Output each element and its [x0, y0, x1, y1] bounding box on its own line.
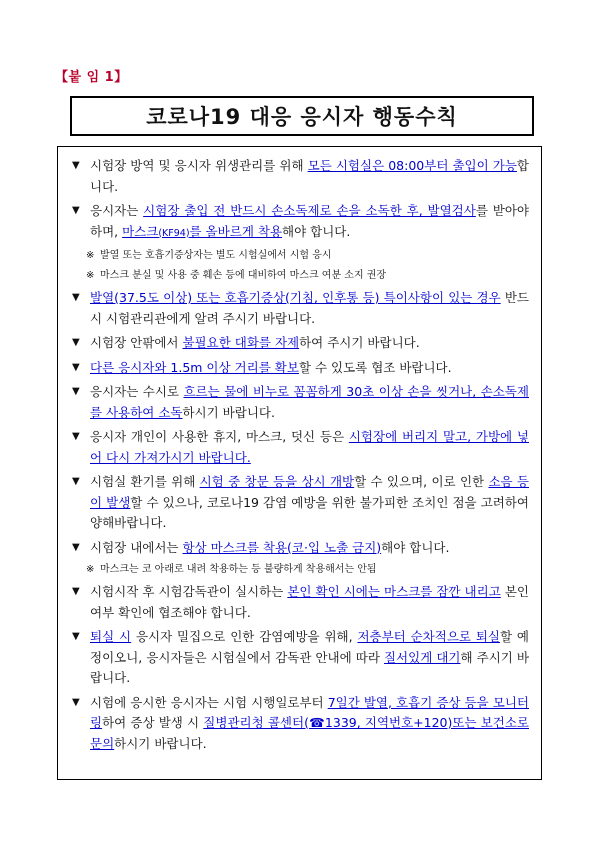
text-segment: 응시자는 수시로 — [90, 384, 184, 399]
rule-item — [66, 156, 529, 197]
emphasis-text: 항상 마스크를 착용(코·입 노출 금지) — [182, 539, 382, 555]
rule-item — [66, 472, 529, 534]
rule-text — [90, 582, 529, 623]
text-segment: 시험장 안팎에서 — [90, 335, 183, 350]
rule-item — [66, 582, 529, 623]
rule-text — [90, 156, 529, 197]
text-segment: 시험장 내에서는 — [90, 539, 183, 555]
text-segment: 를 받아야 하며, — [90, 203, 530, 239]
bullet-triangle-icon: ▼ — [72, 160, 80, 171]
rule-item — [66, 693, 529, 755]
text-segment: 시험장 방역 및 응시자 위생관리를 위해 — [90, 158, 308, 173]
text-segment: 반드시 시험관리관에게 알려 주시기 바랍니다. — [90, 290, 529, 326]
emphasis-text: 발열(37.5도 이상) 또는 호흡기증상(기침, 인후통 등) 특이사항이 있는 경우 — [90, 290, 501, 305]
rule-text — [90, 627, 529, 689]
rule-note — [66, 267, 529, 284]
text-segment: 마스크 분실 및 사용 중 훼손 등에 대비하여 마스크 여분 소지 권장 — [100, 270, 387, 281]
emphasis-text: 퇴실 시 — [90, 629, 132, 644]
bullet-triangle-icon: ▼ — [72, 292, 80, 303]
note-text — [100, 267, 386, 284]
rule-item — [66, 333, 529, 354]
rule-text — [90, 333, 529, 354]
page-title: 코로나19 대응 응시자 행동수칙 — [146, 105, 458, 129]
emphasis-text: 질병관리청 콜센터(☎1339, 지역번호+120)또는 보건소로 문의 — [90, 715, 529, 751]
bullet-triangle-icon: ▼ — [72, 431, 80, 442]
text-segment: 하시기 바랍니다. — [182, 404, 275, 420]
emphasis-text: 질서있게 대기 — [383, 649, 461, 665]
bullet-triangle-icon: ▼ — [72, 361, 80, 373]
rule-item — [66, 358, 529, 379]
text-segment: 시험시작 후 시험감독관이 실시하는 — [90, 584, 288, 599]
text-segment: 합니다. — [90, 158, 529, 194]
emphasis-text: 본인 확인 시에는 마스크를 잠깐 내리고 — [287, 584, 501, 599]
emphasis-text: 마스크 — [122, 223, 159, 239]
note-text — [100, 561, 377, 578]
emphasis-text: 소음 등이 발생 — [90, 474, 529, 510]
rule-item — [66, 201, 529, 244]
bullet-triangle-icon: ▼ — [72, 205, 80, 216]
emphasis-text: 저층부터 순차적으로 퇴실 — [357, 629, 500, 644]
emphasis-text: 시험 중 창문 등을 상시 개방 — [199, 474, 355, 489]
rules-box — [57, 146, 542, 780]
text-segment: 시험실 환기를 위해 — [90, 474, 200, 489]
bullet-triangle-icon: ▼ — [72, 476, 80, 487]
emphasis-text: 모든 시험실은 08:00부터 출입이 가능 — [307, 158, 517, 173]
rule-text — [90, 538, 529, 559]
note-mark: ※ — [86, 270, 95, 281]
text-segment: 할 예정이오니, 응시자들은 시험실에서 감독관 안내에 따라 — [90, 629, 530, 665]
rule-text — [90, 693, 529, 755]
rule-text — [90, 358, 529, 379]
emphasis-text: 를 올바르게 착용 — [189, 223, 283, 239]
bullet-triangle-icon: ▼ — [72, 631, 80, 642]
note-mark: ※ — [86, 250, 95, 261]
rule-note — [66, 247, 529, 264]
note-text — [100, 247, 332, 264]
text-segment: 응시자 개인이 사용한 휴지, 마스크, 덧신 등은 — [90, 429, 349, 444]
rule-item — [66, 538, 529, 559]
emphasis-text: 시험장에 버리지 말고, 가방에 넣어 다시 가져가시기 바랍니다. — [90, 429, 529, 465]
attachment-label: 【붙 임 1】 — [55, 70, 128, 85]
emphasis-text: 시험장 출입 전 반드시 손소독제로 손을 소독한 후, 발열검사 — [143, 203, 476, 218]
emphasis-text: 흐르는 물에 비누로 꼼꼼하게 30초 이상 손을 씻거나, 손소독제를 사용하여 소독 — [90, 384, 529, 420]
text-segment: 할 수 있으며, 이로 인한 — [354, 474, 489, 489]
rule-item — [66, 427, 529, 468]
bullet-triangle-icon: ▼ — [72, 337, 80, 348]
rule-item — [66, 288, 529, 329]
text-segment: 할 수 있도록 협조 바랍니다. — [298, 359, 452, 375]
text-segment: 하여 주시기 바랍니다. — [299, 335, 420, 350]
rule-item — [66, 627, 529, 689]
rule-text — [90, 427, 529, 468]
text-segment: 하시기 바랍니다. — [114, 735, 207, 751]
rule-note — [66, 561, 529, 578]
rule-text — [90, 472, 529, 534]
emphasis-text: 7일간 발열, 호흡기 증상 등을 모니터링 — [90, 694, 529, 730]
rule-item — [66, 382, 529, 423]
bullet-triangle-icon: ▼ — [72, 586, 80, 597]
text-segment: 발열 또는 호흡기증상자는 별도 시험실에서 시험 응시 — [100, 250, 332, 261]
text-segment: 마스크는 코 아래로 내려 착용하는 등 불량하게 착용해서는 안됨 — [100, 564, 377, 575]
rule-text — [90, 288, 529, 329]
text-segment: 해야 합니다. — [381, 539, 450, 555]
note-mark: ※ — [86, 564, 95, 575]
text-segment: 본인여부 확인에 협조해야 합니다. — [90, 584, 529, 620]
emphasis-text: 다른 응시자와 1.5m 이상 거리를 확보 — [90, 359, 299, 375]
text-segment: 하여 증상 발생 시 — [102, 715, 204, 730]
text-segment: 응시자 밀집으로 인한 감염예방을 위해, — [131, 629, 358, 644]
text-segment: 해야 합니다. — [282, 223, 351, 239]
emphasis-text: 불필요한 대화를 자제 — [182, 335, 300, 350]
rule-text — [90, 201, 529, 244]
bullet-triangle-icon: ▼ — [72, 386, 80, 397]
emphasis-text: (KF94) — [158, 227, 190, 239]
text-segment: 응시자는 — [90, 203, 144, 218]
bullet-triangle-icon: ▼ — [72, 541, 80, 553]
text-segment: 시험에 응시한 응시자는 시험 시행일로부터 — [90, 694, 328, 710]
title-box — [70, 96, 534, 136]
text-segment: 할 수 있으나, 코로나19 감염 예방을 위한 불가피한 조치인 점을 고려하여 양해바랍니다. — [90, 494, 529, 530]
bullet-triangle-icon: ▼ — [72, 696, 80, 708]
text-segment: 해 주시기 바랍니다. — [90, 649, 529, 685]
rule-text — [90, 382, 529, 423]
